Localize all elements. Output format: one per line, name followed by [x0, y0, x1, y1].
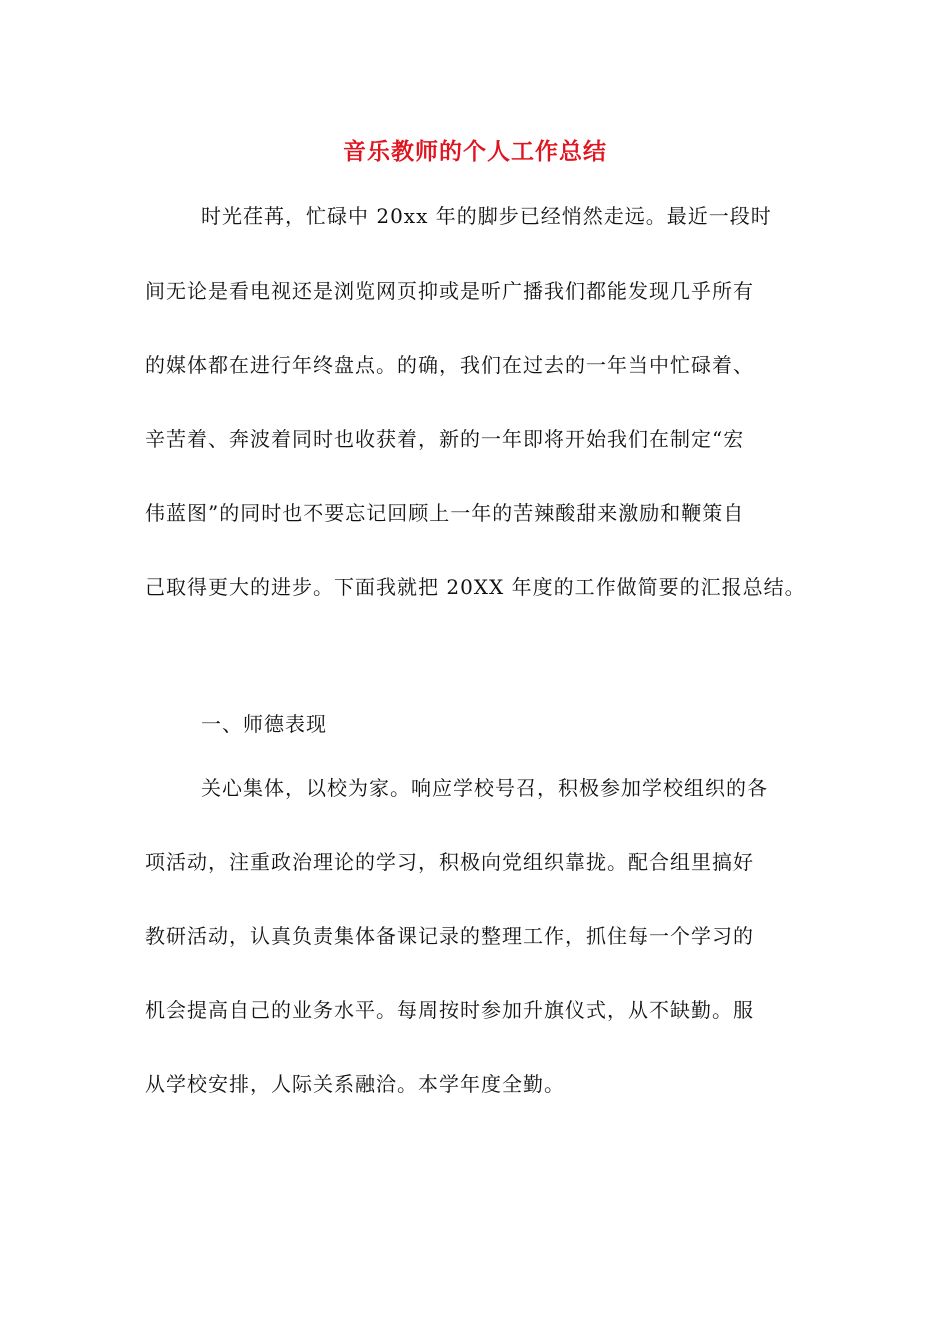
section-line: 项活动，注重政治理论的学习，积极向党组织靠拢。配合组里搞好 — [145, 850, 754, 874]
section-line: 机会提高自己的业务水平。每周按时参加升旗仪式，从不缺勤。服 — [145, 998, 754, 1022]
section-heading: 一、师德表现 — [201, 712, 327, 736]
section-line: 从学校安排，人际关系融洽。本学年度全勤。 — [145, 1072, 565, 1096]
intro-line: 己取得更大的进步。下面我就把 20XX 年度的工作做简要的汇报总结。 — [145, 575, 806, 599]
intro-line: 间无论是看电视还是浏览网页抑或是听广播我们都能发现几乎所有 — [145, 279, 754, 303]
section-line: 关心集体，以校为家。响应学校号召，积极参加学校组织的各 — [201, 776, 768, 800]
document-title: 音乐教师的个人工作总结 — [343, 138, 607, 165]
intro-line: 的媒体都在进行年终盘点。的确，我们在过去的一年当中忙碌着、 — [145, 353, 754, 377]
intro-line: 时光荏苒，忙碌中 20xx 年的脚步已经悄然走远。最近一段时 — [201, 204, 772, 228]
intro-line: 伟蓝图”的同时也不要忘记回顾上一年的苦辣酸甜来激励和鞭策自 — [145, 501, 745, 525]
section-line: 教研活动，认真负责集体备课记录的整理工作，抓住每一个学习的 — [145, 924, 754, 948]
intro-line: 辛苦着、奔波着同时也收获着，新的一年即将开始我们在制定“宏 — [145, 427, 745, 451]
